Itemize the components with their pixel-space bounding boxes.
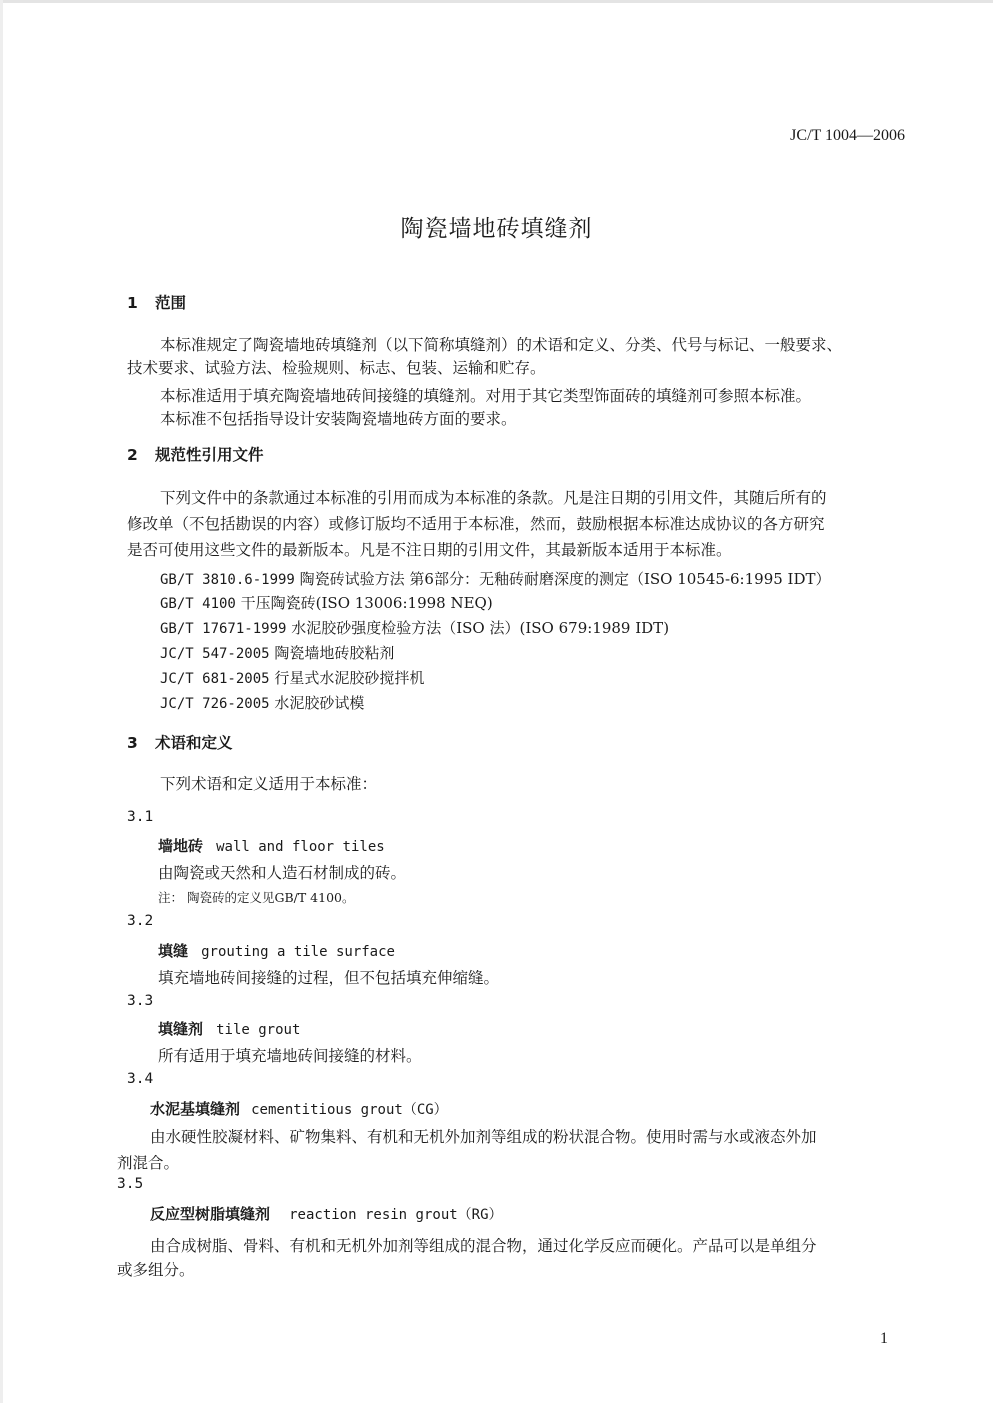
- term-heading: [158, 1018, 300, 1039]
- reference-title: 水泥胶砂试模: [274, 694, 365, 712]
- section-number: 1: [127, 294, 138, 312]
- term-chinese: 填缝: [158, 942, 189, 960]
- page-number: 1: [880, 1330, 888, 1347]
- term-number: 3.5: [117, 1176, 144, 1192]
- section-number: 3: [127, 734, 138, 752]
- reference-item: [160, 592, 493, 613]
- reference-title: 水泥胶砂强度检验方法（ISO 法）(ISO 679:1989 IDT): [291, 619, 670, 637]
- section-1-heading: [127, 291, 186, 313]
- term-english: grouting a tile surface: [201, 944, 395, 960]
- term-number: 3.3: [127, 993, 154, 1009]
- term-definition: 由水硬性胶凝材料、矿物集料、有机和无机外加剂等组成的粉状混合物。使用时需与水或液态外加: [150, 1128, 817, 1146]
- paragraph: 技术要求、试验方法、检验规则、标志、包装、运输和贮存。: [127, 359, 546, 377]
- reference-code: JC/T 726-2005: [160, 696, 270, 712]
- term-english: cementitious grout（CG）: [251, 1102, 448, 1118]
- reference-code: JC/T 547-2005: [160, 646, 270, 662]
- term-definition: 由陶瓷或天然和人造石材制成的砖。: [158, 864, 407, 882]
- paragraph: 是否可使用这些文件的最新版本。凡是不注日期的引用文件，其最新版本适用于本标准。: [127, 541, 732, 559]
- term-chinese: 填缝剂: [158, 1020, 204, 1038]
- term-heading: [150, 1098, 448, 1119]
- reference-title: 干压陶瓷砖(ISO 13006:1998 NEQ): [240, 594, 493, 612]
- reference-item: [160, 617, 669, 638]
- term-number: 3.1: [127, 809, 154, 825]
- reference-item: [160, 568, 831, 589]
- term-chinese: 反应型树脂填缝剂: [150, 1205, 271, 1223]
- term-english: reaction resin grout（RG）: [289, 1207, 503, 1223]
- reference-title: 陶瓷砖试验方法 第6部分：无釉砖耐磨深度的测定（ISO 10545-6:1995 IDT）: [299, 570, 831, 588]
- term-heading: [158, 835, 385, 856]
- section-title: 术语和定义: [155, 734, 233, 752]
- section-title: 规范性引用文件: [155, 446, 264, 464]
- paragraph: 下列术语和定义适用于本标准：: [160, 775, 378, 793]
- term-english: wall and floor tiles: [216, 839, 385, 855]
- term-definition: 所有适用于填充墙地砖间接缝的材料。: [158, 1047, 422, 1065]
- term-definition-continued: 剂混合。: [117, 1154, 180, 1172]
- reference-item: [160, 667, 424, 688]
- term-chinese: 水泥基填缝剂: [150, 1100, 241, 1118]
- term-number: 3.2: [127, 913, 154, 929]
- reference-item: [160, 692, 364, 713]
- term-number: 3.4: [127, 1071, 154, 1087]
- term-heading: [158, 940, 395, 961]
- reference-title: 陶瓷墙地砖胶粘剂: [274, 644, 395, 662]
- reference-code: JC/T 681-2005: [160, 671, 270, 687]
- section-3-heading: [127, 731, 233, 753]
- standard-code: JC/T 1004—2006: [790, 127, 905, 144]
- reference-item: [160, 642, 394, 663]
- term-definition-continued: 或多组分。: [117, 1261, 195, 1279]
- section-2-heading: [127, 443, 264, 465]
- term-definition: 填充墙地砖间接缝的过程，但不包括填充伸缩缝。: [158, 969, 500, 987]
- paragraph: 下列文件中的条款通过本标准的引用而成为本标准的条款。凡是注日期的引用文件，其随后所有的: [160, 489, 827, 507]
- reference-title: 行星式水泥胶砂搅拌机: [274, 669, 425, 687]
- reference-code: GB/T 4100: [160, 596, 236, 612]
- reference-code: GB/T 3810.6-1999: [160, 572, 295, 588]
- paragraph: 本标准不包括指导设计安装陶瓷墙地砖方面的要求。: [160, 410, 517, 428]
- paragraph: 本标准规定了陶瓷墙地砖填缝剂（以下简称填缝剂）的术语和定义、分类、代号与标记、一般要求、: [160, 336, 843, 354]
- reference-code: GB/T 17671-1999: [160, 621, 287, 637]
- paragraph: 本标准适用于填充陶瓷墙地砖间接缝的填缝剂。对用于其它类型饰面砖的填缝剂可参照本标准。: [160, 387, 812, 405]
- document-title: 陶瓷墙地砖填缝剂: [400, 216, 593, 242]
- term-english: tile grout: [216, 1022, 301, 1038]
- section-number: 2: [127, 446, 138, 464]
- paragraph: 修改单（不包括勘误的内容）或修订版均不适用于本标准，然而，鼓励根据本标准达成协议的各方研究: [127, 515, 825, 533]
- section-title: 范围: [155, 294, 187, 312]
- term-heading: [150, 1203, 503, 1224]
- term-chinese: 墙地砖: [158, 837, 204, 855]
- term-definition: 由合成树脂、骨料、有机和无机外加剂等组成的混合物，通过化学反应而硬化。产品可以是单组分: [150, 1237, 817, 1255]
- scan-edge-top: [0, 0, 993, 3]
- term-note: 注： 陶瓷砖的定义见GB/T 4100。: [158, 890, 355, 905]
